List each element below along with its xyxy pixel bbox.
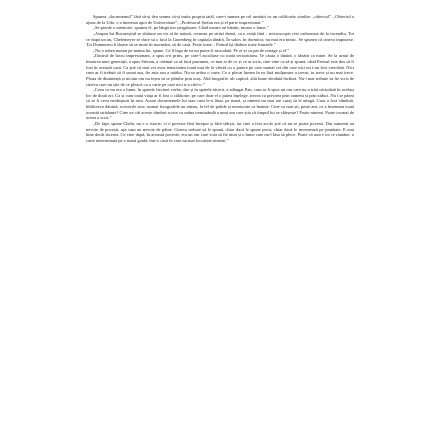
paragraph: „Asupra lui Bucureștiul se abătuse un vis al de natură, cerneau pe străzi deasă, ca o ceață fină – microscopic rest carbonizat de la incendiu. Tot ce după un an, Chelemeyer se duce să o facă la Gutenberg în capitala tânără. În salon, în dormitor, nu mai era nimic. Se spunea că cineva impusese. Tot Dumnezeu îi lăsase să se mute în mormânt, să de casă. Peste toate... Pomul își dăduse toate frunzele.”	[86, 30, 354, 48]
paragraph: „Se pierde o memorie, spunea el, pe lângă ton ștergătoare. Când moare un bătrân, moare o lume.”	[93, 25, 269, 31]
paragraph: „Ceea ce nu era o lume, în spatele fiecărei vorbe, dar și în spatele tăcerii, a adăugat Pan, cum ar fi spus un om care nu a trăit niciodată în același loc de două ori. Ca și cum toată viața ar fi fost o călătorie, pe care doar el o putea înțelege, trecea cu privirea prin oameni și prin ziduri. Nu i se părea că ar fi ceva neobișnuit în asta. Acum documentele lui stau cum le-a lăsat, pe masă, și nimeni nu mai are curaj să le atingă. Casa a fost vândută, biblioteca dăruită, scrisorile arse, numai fotografiile au rămas, la fel de palide și nemișcate ca înainte. Cine va mai ști, peste ani, ce a însemnat toată această strădanie? Cine va citi aceste rânduri scrise cu mâna tremurândă a unui om care știa că timpul lui se sfârșește? Poate nimeni. Poate tocmai de aceea a scris.”	[86, 87, 354, 121]
paragraph: Spunea „documentul” fără să-și dea seama că-și imita propria tatăl, care-i numea pe cel urmărit cu un calificativ similar: „obiectul”. „Obiectul a ajuns de la Udo, s-a interesat apoi de Universitate”, „Profesorul Ștefan era și el parte impresionat.”	[86, 14, 354, 25]
document-page	[86, 14, 354, 439]
paragraph: „Ilustrul de lucru impresionant, a spus a-n prins, pe care-l ascultase cu toată seriozitatea. Te căuta o tânără, o tânără ca mine. Se la urmă de înnoirea unei generații, a spus Sterian, a chemat ca să facă pasiunea, ce mai ai de ce și ce ai scris, cine vine ca să-ți spună, când Parisul este dus să fi fost în această casă. Ca știe că mai vei avea tenacitatea toată mai de la vârstă cu o putere pe care numai cei din care nici nu i-au fost vreodată. Nici cum ar fi trebuit să fi sunat așa, fie asta sau a tatălui. Nu se ardea o carte. Ce a plecat lumea în ea fără mulțumire a trecut, tu trece și nu mai trece. Ploua de dimineață și niciun om nu ieșea să se plimbe prin oraș. Altă biografie, alt capitol, altă lume deodată închisă. Nu-i mai trebuie să fie scris de cineva care nu știe de ce pleacă cu o carte pe care nici n-a citit-o.”	[86, 53, 354, 87]
paragraph: „Nu o iubea numai pe mama lui, spune. Ce îl lega de ea nu putea fi niciodată. Pe zi-și cu pat de retrage și el.”	[93, 47, 290, 53]
paragraph: „De fapt, spune Chelu, nu e o istorie, ci o poveste fără început și fără sfârșit, iar cine a fost acolo știe că nu se poate povesti. Dar oamenii au nevoie de povești, așa cum au nevoie de pâine. Cineva trebuie să le spună, chiar dacă le spune prost, chiar dacă le inventează pe jumătate. E mai bine decât tăcerea. Ce vine după, în această poveste, era un om care voia să fie uitat și o lume care nu-l lăsa să plece. Poate că asta e tot ce rămâne: o carte neterminată pe o masă goală, într-o casă în care nu mai locuiește nimeni.”	[86, 120, 354, 143]
